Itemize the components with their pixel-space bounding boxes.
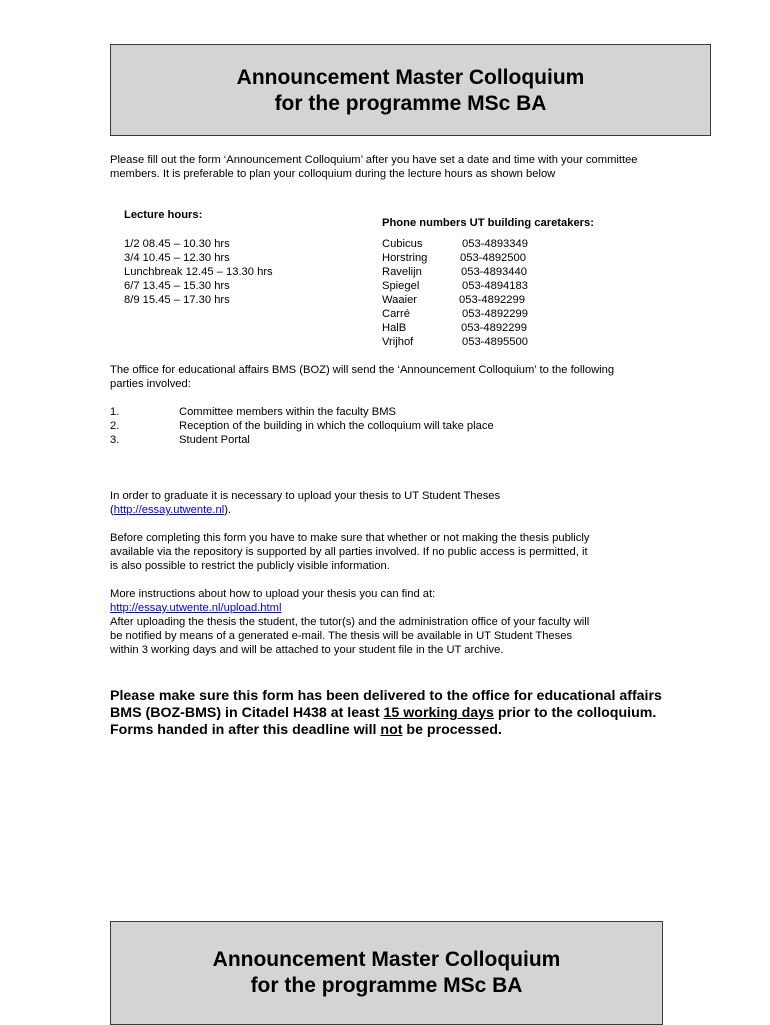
deadline-text: Forms handed in after this deadline will <box>110 722 381 738</box>
before-line-2: available via the repository is supported by all parties involved. If no public access is permitted, it <box>110 546 588 558</box>
title-line-2: for the programme MSc BA <box>250 974 523 997</box>
paren-close: ). <box>224 504 232 516</box>
caretaker-phone: 053-4892500 <box>460 252 526 264</box>
lecture-hour-item: 1/2 08.45 – 10.30 hrs <box>124 238 230 250</box>
caretakers-heading: Phone numbers UT building caretakers: <box>382 217 594 229</box>
caretaker-building: Spiegel <box>382 280 420 292</box>
caretaker-phone: 053-4892299 <box>462 308 528 320</box>
lecture-hour-item: 8/9 15.45 – 17.30 hrs <box>124 294 230 306</box>
deadline-notice <box>110 688 662 739</box>
upload-link[interactable]: http://essay.utwente.nl/upload.html <box>110 602 282 614</box>
graduate-line-1: In order to graduate it is necessary to upload your thesis to UT Student Theses <box>110 490 501 502</box>
party-text: Reception of the building in which the colloquium will take place <box>179 420 494 432</box>
instructions-line-1: More instructions about how to upload your thesis you can find at: <box>110 588 436 600</box>
party-number: 1. <box>110 406 120 418</box>
party-text: Student Portal <box>179 434 250 446</box>
lecture-hour-item: Lunchbreak 12.45 – 13.30 hrs <box>124 266 273 278</box>
party-number: 2. <box>110 420 120 432</box>
deadline-text: BMS (BOZ-BMS) in Citadel H438 at least <box>110 705 384 721</box>
title-box-bottom <box>110 921 663 1025</box>
office-line-2: parties involved: <box>110 378 191 390</box>
title-line-2: for the programme MSc BA <box>274 92 547 115</box>
caretaker-building: Waaier <box>382 294 418 306</box>
caretaker-phone: 053-4893440 <box>461 266 527 278</box>
caretaker-phone: 053-4892299 <box>461 322 527 334</box>
caretaker-building: Horstring <box>382 252 428 264</box>
instructions-line-4: be notified by means of a generated e-mail. The thesis will be available in UT Student Theses <box>110 630 573 642</box>
graduate-line-2 <box>110 503 231 517</box>
caretaker-phone: 053-4894183 <box>462 280 528 292</box>
caretaker-phone: 053-4892299 <box>459 294 525 306</box>
intro-line-2: members. It is preferable to plan your colloquium during the lecture hours as shown below <box>110 168 556 180</box>
title-box-top <box>110 44 711 136</box>
instructions-line-3: After uploading the thesis the student, the tutor(s) and the administration office of your faculty will <box>110 616 590 628</box>
caretaker-building: HalB <box>382 322 407 334</box>
lecture-hours-heading: Lecture hours: <box>124 209 203 221</box>
title-line-1: Announcement Master Colloquium <box>212 948 561 971</box>
deadline-line-1: Please make sure this form has been delivered to the office for educational affairs <box>110 688 662 704</box>
party-number: 3. <box>110 434 120 446</box>
title-line-1: Announcement Master Colloquium <box>236 66 585 89</box>
before-line-3: is also possible to restrict the publicly visible information. <box>110 560 390 572</box>
deadline-text: prior to the colloquium. <box>493 705 657 721</box>
party-text: Committee members within the faculty BMS <box>179 406 396 418</box>
intro-line-1: Please fill out the form ‘Announcement Colloquium’ after you have set a date and time with your committee <box>110 154 638 166</box>
caretaker-phone: 053-4893349 <box>462 238 528 250</box>
caretaker-building: Cubicus <box>382 238 423 250</box>
caretaker-building: Carré <box>382 308 410 320</box>
lecture-hour-item: 6/7 13.45 – 15.30 hrs <box>124 280 230 292</box>
caretaker-phone: 053-4895500 <box>462 336 528 348</box>
not-emphasis: not <box>380 722 403 738</box>
deadline-text: be processed. <box>402 722 502 738</box>
caretaker-building: Vrijhof <box>382 336 414 348</box>
caretaker-building: Ravelijn <box>382 266 422 278</box>
instructions-line-5: within 3 working days and will be attached to your student file in the UT archive. <box>110 644 504 656</box>
lecture-hour-item: 3/4 10.45 – 12.30 hrs <box>124 252 230 264</box>
before-line-1: Before completing this form you have to make sure that whether or not making the thesis publicly <box>110 532 590 544</box>
working-days-emphasis: 15 working days <box>383 705 494 721</box>
essay-link[interactable]: http://essay.utwente.nl <box>113 504 225 516</box>
paren-open: ( <box>110 504 114 516</box>
deadline-line-3 <box>110 722 662 739</box>
deadline-line-2 <box>110 705 662 722</box>
office-line-1: The office for educational affairs BMS (BOZ) will send the ‘Announcement Colloquium’ to the following <box>110 364 615 376</box>
